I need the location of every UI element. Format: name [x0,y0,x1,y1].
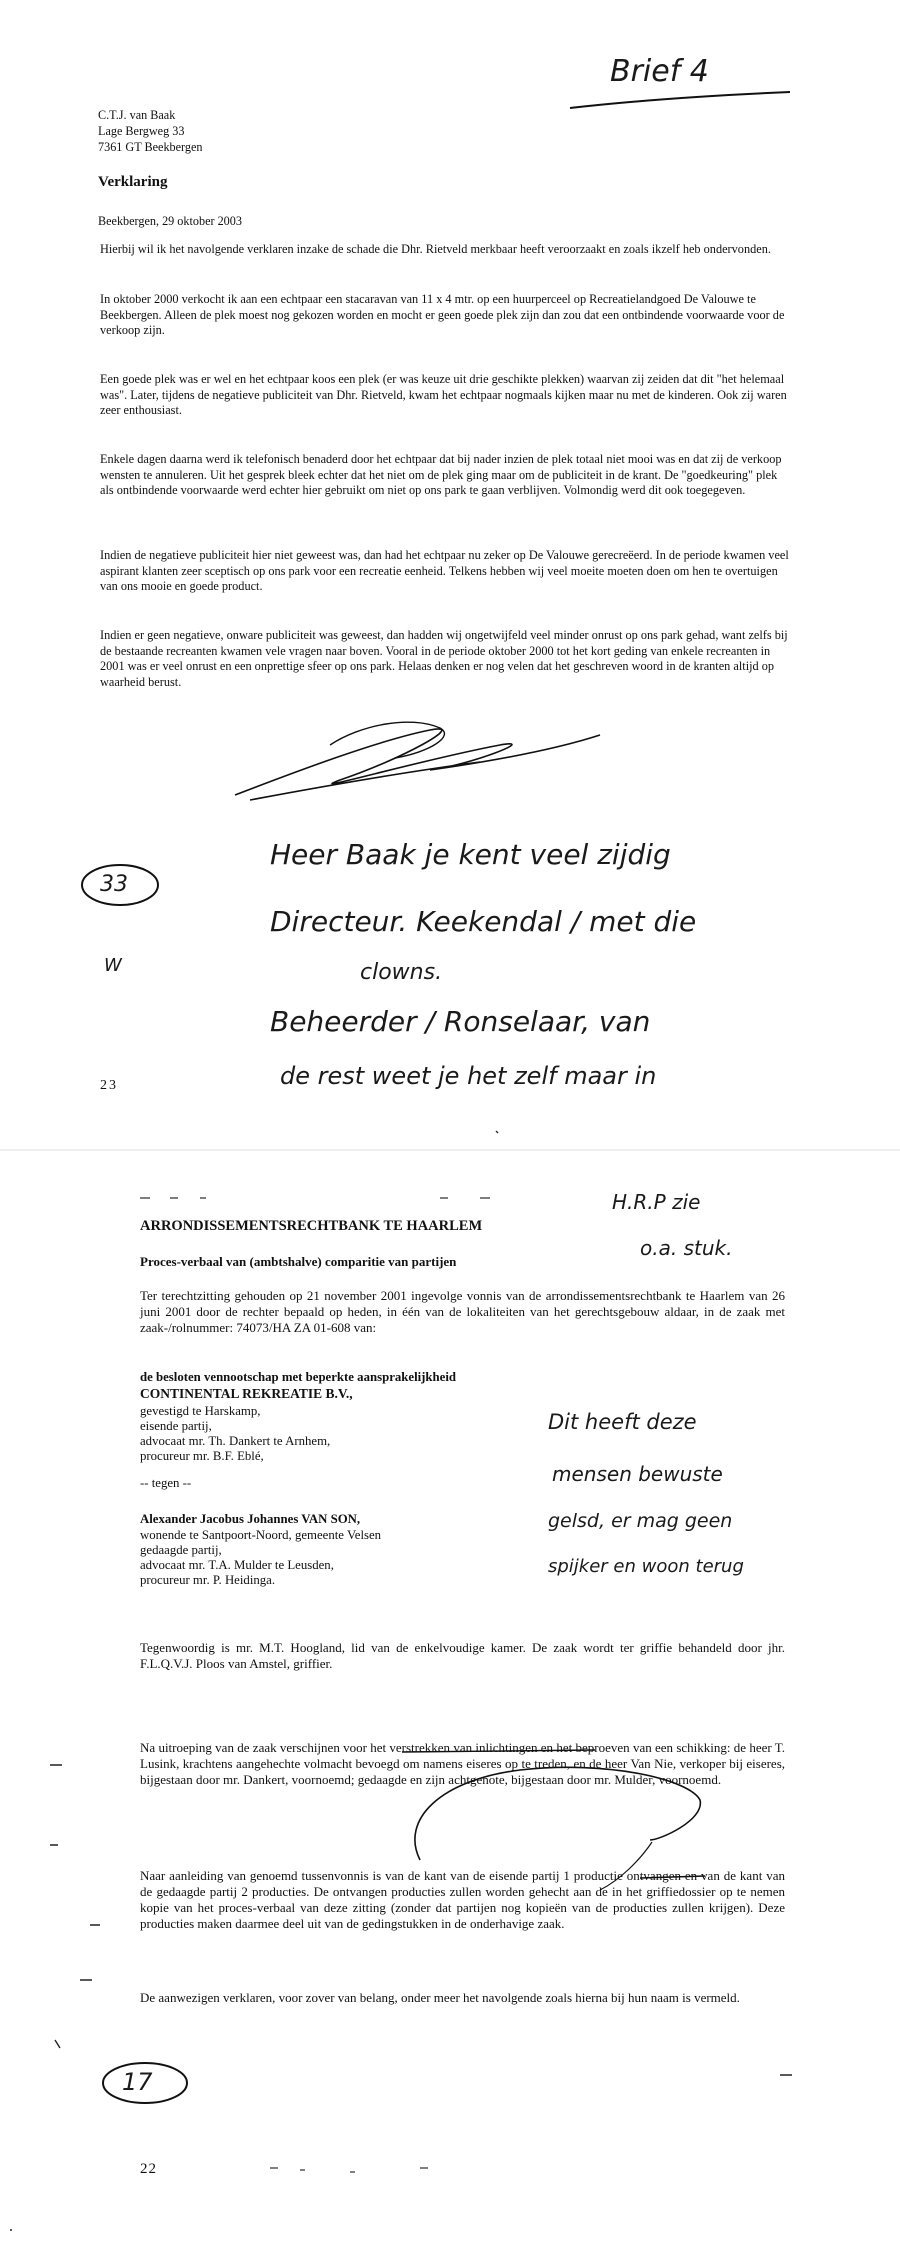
party1-name: CONTINENTAL REKREATIE B.V., [140,1386,353,1401]
circled-number-33: 33 [100,872,128,897]
party2-detail: gedaagde partij, [140,1543,222,1557]
party2-name: Alexander Jacobus Johannes VAN SON, [140,1512,361,1526]
party1-type: de besloten vennootschap met beperkte aansprakelijkheid [140,1370,457,1384]
sender-city: 7361 GT Beekbergen [98,140,203,154]
brief-underline [570,92,790,108]
right-note: H.R.P zie [612,1190,701,1214]
party2-detail: wonende te Santpoort-Noord, gemeente Velsen [140,1528,382,1542]
signature-scribble [235,729,600,800]
letter-page-number: 23 [100,1078,118,1093]
signature-loop [330,722,444,758]
versus-line: -- tegen -- [140,1476,192,1490]
party1-detail: procureur mr. B.F. Eblé, [140,1449,264,1463]
court-subtitle: Proces-verbaal van (ambtshalve) comparitie van partijen [140,1254,457,1269]
court-paragraph: De aanwezigen verklaren, voor zover van belang, onder meer het navolgende zoals hierna bij hun naam is vermeld. [140,1990,740,2005]
court-title: ARRONDISSEMENTSRECHTBANK TE HAARLEM [140,1218,483,1234]
sender-name: C.T.J. van Baak [98,108,176,122]
party1-detail: gevestigd te Harskamp, [140,1404,261,1418]
party1-detail: advocaat mr. Th. Dankert te Arnhem, [140,1434,331,1448]
margin-mark: W [104,955,122,976]
side-note: gelsd, er mag geen [548,1510,733,1532]
right-note: o.a. stuk. [640,1236,733,1260]
handwritten-note-line: Heer Baak je kent veel zijdig [270,838,671,871]
party2-detail: advocaat mr. T.A. Mulder te Leusden, [140,1558,334,1572]
side-note: mensen bewuste [552,1462,723,1486]
letter-title: Verklaring [98,174,168,190]
sender-street: Lage Bergweg 33 [98,124,185,138]
letter-paragraph: In oktober 2000 verkocht ik aan een echtpaar een stacaravan van 11 x 4 mtr. op een huurperceel op Recreatielandgoed De Valouwe te Beekbergen. Alleen de plek moest nog gekozen worden en mocht er geen goede plek zijn dan zou dat een ontbindende voorwaarde voor de verkoop zijn. [100,292,785,337]
side-note: Dit heeft deze [548,1410,697,1434]
letter-paragraph: Enkele dagen daarna werd ik telefonisch benaderd door het echtpaar dat bij nader inzien de plek totaal niet mooi was en dat zij de verkoop wensten te annuleren. Uit het gesprek bleek echter dat het niet om de plek ging maar om de publiciteit in de krant. De "goedkeuring" plek als ontbindende voorwaarde werd echter hier gebruikt om niet op ons park te gaan verblijven. Volmondig werd dit ook toegegeven. [100,452,782,497]
letter-paragraph: Indien er geen negatieve, onware publiciteit was geweest, dan hadden wij ongetwijfeld veel minder onrust op ons park gehad, want zelfs bij de bestaande recreanten kwamen vele vragen naar boven. Vooral in de periode oktober 2000 tot het kort geding van enkele recreanten in 2001 was er veel onrust en een onprettige sfeer op ons park. Helaas denken er nog velen dat het geschreven woord in de kranten altijd op waarheid berust. [100,628,788,689]
letter-paragraph: Indien de negatieve publiciteit hier niet geweest was, dan had het echtpaar nu zeker op De Valouwe gerecreëerd. In de periode kwamen veel aspirant klanten zeer sceptisch op ons park voor een recreatie eenheid. Telkens hebben wij veel moeite moeten doen om hen te overtuigen van ons mooie en goede product. [100,548,789,593]
court-intro: Ter terechtzitting gehouden op 21 november 2001 ingevolge vonnis van de arrondissementsrechtbank te Haarlem van 26 juni 2001 door de rechter bepaald op heden, in één van de lokaliteiten van het gerechtsgebouw aldaar, in de zaak met zaak-/rolnummer: 74073/HA ZA 01-608 van: [140,1288,785,1335]
handwritten-note-line: clowns. [360,960,443,985]
letter-paragraph: Hierbij wil ik het navolgende verklaren inzake de schade die Dhr. Rietveld merkbaar heeft veroorzaakt en zoals ikzelf heb ondervonden. [100,242,771,256]
handwritten-note-line: Directeur. Keekendal / met die [270,905,697,938]
bottom-dashes [270,2168,428,2172]
circled-number-17: 17 [122,2068,153,2096]
handwritten-note-line: de rest weet je het zelf maar in [280,1062,657,1090]
side-note: spijker en woon terug [548,1556,744,1577]
party1-detail: eisende partij, [140,1419,212,1433]
letter-date: Beekbergen, 29 oktober 2003 [98,214,242,228]
court-paragraph: Tegenwoordig is mr. M.T. Hoogland, lid van de enkelvoudige kamer. De zaak wordt ter griffie behandeld door jhr. F.L.Q.V.J. Ploos van Amstel, griffier. [140,1640,785,1671]
handwritten-note-line: Beheerder / Ronselaar, van [270,1005,651,1038]
court-page-number: 22 [140,2161,157,2177]
small-dot [496,1131,498,1133]
party2-detail: procureur mr. P. Heidinga. [140,1573,276,1587]
court-paragraph: Naar aanleiding van genoemd tussenvonnis is van de kant van de eisende partij 1 productie ontvangen en van de kant van de gedaagde partij 2 producties. De ontvangen producties zullen worden gehecht aan de in het griffiedossier op te nemen kopie van het proces-verbaal van deze zitting (zonder dat partijen nog kopieën van de producties zullen krijgen). Deze producties maken daarmee deel uit van de gedingstukken in de onderhavige zaak. [140,1868,785,1931]
court-paragraph: Na uitroeping van de zaak verschijnen voor het verstrekken van inlichtingen en het beproeven van een schikking: de heer T. Lusink, krachtens aangehechte volmacht bevoegd om namens eiseres op te treden, en de heer Van Nie, verkoper bij eiseres, bijgestaan door mr. Dankert, voornoemd; gedaagde en zijn achtgenote, bijgestaan door mr. Mulder, voornoemd. [140,1740,785,1787]
letter-paragraph: Een goede plek was er wel en het echtpaar koos een plek (er was keuze uit drie geschikte plekken) waarvan zij zeiden dat dit "het helemaal was". Later, tijdens de negatieve publiciteit van Dhr. Rietveld, kwam het echtpaar nogmaals kijken maar nu met de kinderen. Ook zij waren zeer enthousiast. [100,372,787,417]
brief-tag: Brief 4 [610,54,709,89]
